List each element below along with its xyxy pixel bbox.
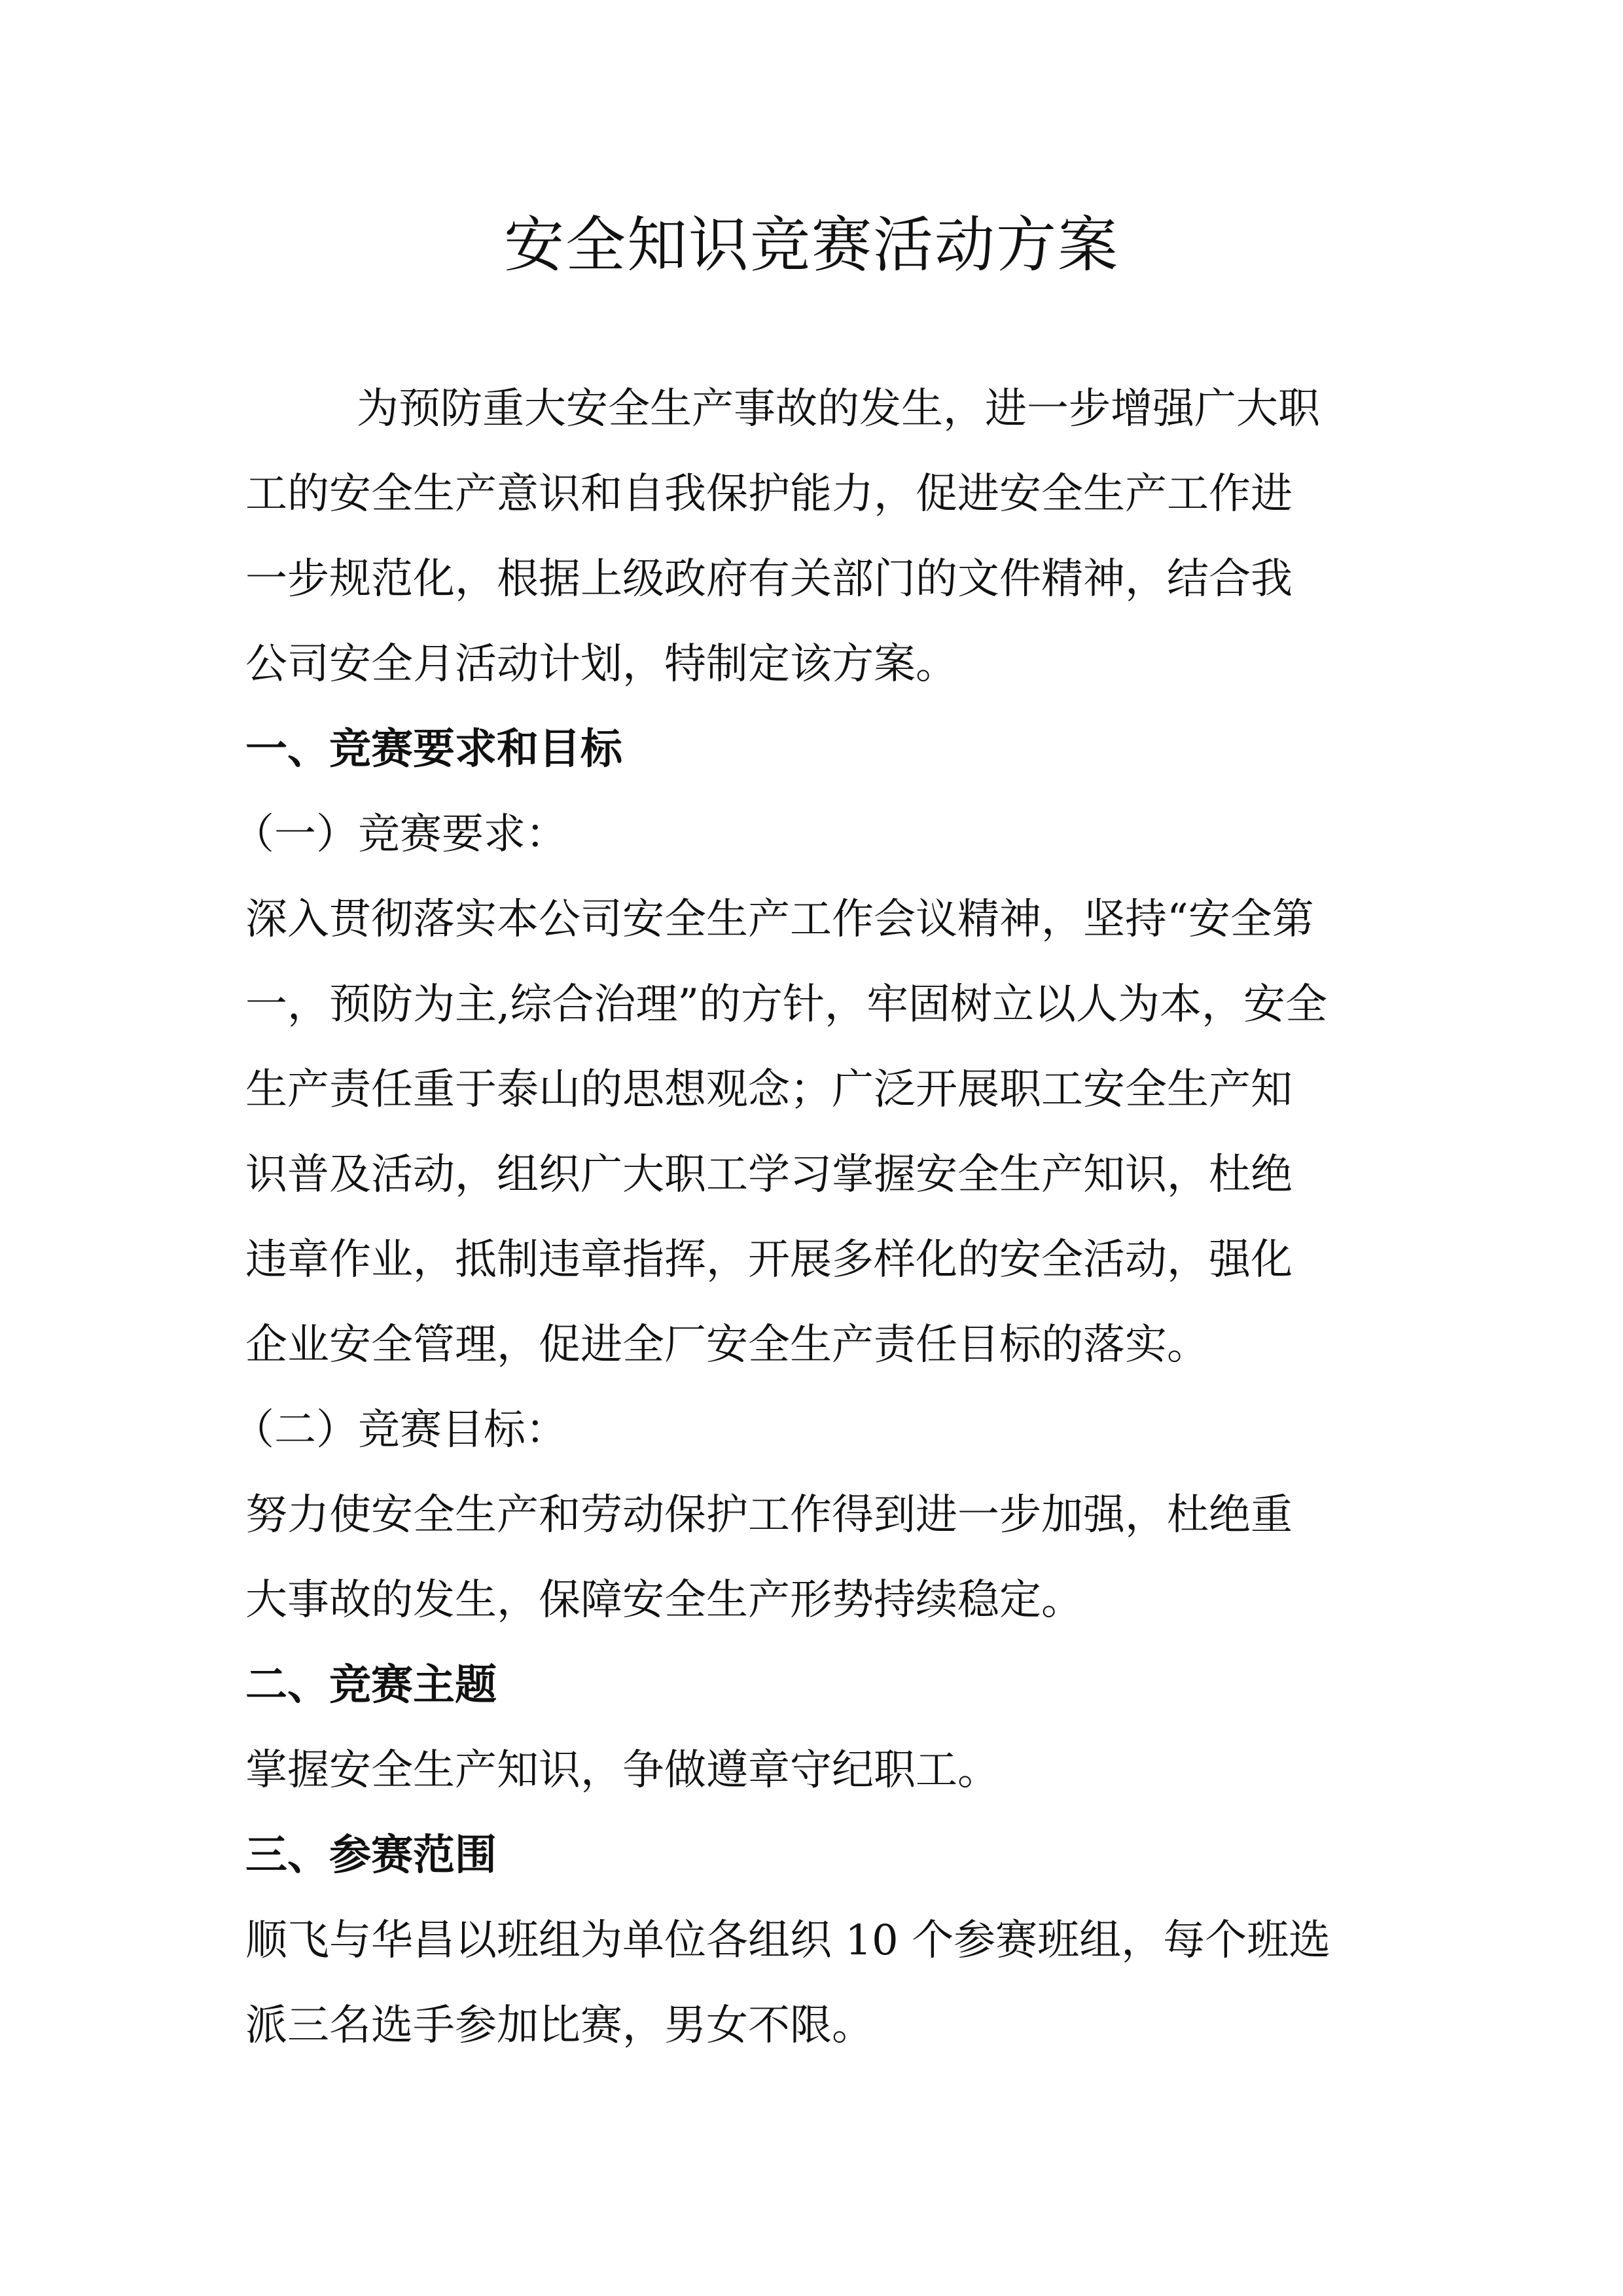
- paragraph-line: 深入贯彻落实本公司安全生产工作会议精神，坚持“安全第: [245, 895, 1314, 944]
- paragraph-line: 顺飞与华昌以班组为单位各组织 10 个参赛班组，每个班选: [245, 1916, 1331, 1965]
- paragraph-line: 一，预防为主,综合治理”的方针，牢固树立以人为本，安全: [245, 980, 1328, 1029]
- intro-line: 工的安全生产意识和自我保护能力，促进安全生产工作进: [245, 470, 1293, 518]
- document-title: 安全知识竞赛活动方案: [503, 210, 1119, 280]
- paragraph-line: 努力使安全生产和劳动保护工作得到进一步加强，杜绝重: [245, 1491, 1293, 1539]
- paragraph-line: 生产责任重于泰山的思想观念；广泛开展职工安全生产知: [245, 1066, 1293, 1114]
- subsection-heading-requirements: （一）竞赛要求：: [232, 810, 567, 859]
- subsection-heading-goals: （二）竞赛目标：: [232, 1406, 567, 1454]
- paragraph-line: 大事故的发生，保障安全生产形势持续稳定。: [245, 1576, 1083, 1624]
- intro-line: 公司安全月活动计划，特制定该方案。: [245, 640, 957, 689]
- paragraph-line: 违章作业，抵制违章指挥，开展多样化的安全活动，强化: [245, 1236, 1293, 1284]
- paragraph-line: 派三名选手参加比赛，男女不限。: [245, 2001, 874, 2050]
- section-heading-1: 一、竞赛要求和目标: [245, 725, 622, 774]
- intro-line: 一步规范化，根据上级政府有关部门的文件精神，结合我: [245, 555, 1293, 603]
- section-heading-2: 二、竞赛主题: [245, 1661, 497, 1710]
- paragraph-line: 企业安全管理，促进全厂安全生产责任目标的落实。: [245, 1321, 1209, 1369]
- paragraph-line: 识普及活动，组织广大职工学习掌握安全生产知识，杜绝: [245, 1151, 1293, 1199]
- document-body: [232, 367, 1378, 2068]
- section-heading-3: 三、参赛范围: [245, 1831, 497, 1880]
- paragraph-line: 掌握安全生产知识，争做遵章守纪职工。: [245, 1746, 999, 1795]
- intro-line: 为预防重大安全生产事故的发生，进一步增强广大职: [357, 385, 1320, 433]
